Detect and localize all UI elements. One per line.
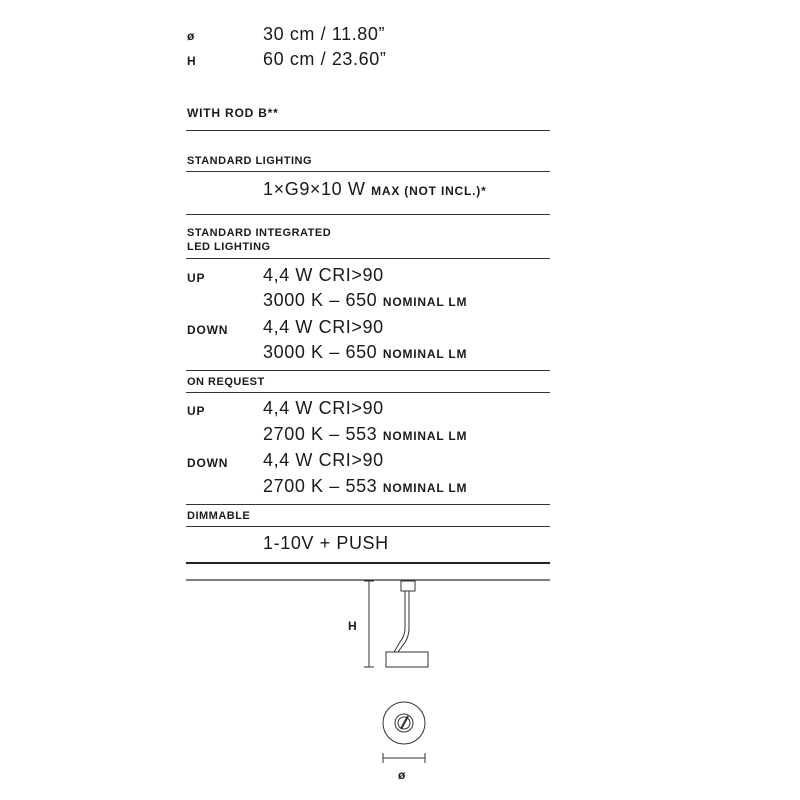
dimmable-value: 1-10V + PUSH bbox=[263, 533, 389, 553]
standard-lighting-heading: STANDARD LIGHTING bbox=[187, 155, 313, 167]
request-up-unit: NOMINAL LM bbox=[382, 429, 468, 443]
height-dimension bbox=[364, 581, 374, 667]
drawing-diameter-label: ø bbox=[398, 768, 407, 782]
led-up-unit: NOMINAL LM bbox=[382, 295, 468, 309]
standard-led-heading-line2: LED LIGHTING bbox=[187, 241, 271, 253]
request-up-temp: 2700 K – 553 bbox=[263, 424, 378, 444]
led-down-temp: 3000 K – 650 bbox=[263, 342, 378, 362]
diameter-value: 30 cm / 11.80” bbox=[263, 24, 386, 44]
lamp-body-shape bbox=[386, 652, 428, 667]
led-up-label: UP bbox=[187, 271, 206, 285]
request-down-line1: 4,4 W CRI>90 bbox=[263, 450, 384, 470]
standard-lighting-suffix: MAX (NOT INCL.)* bbox=[371, 184, 487, 198]
on-request-heading: ON REQUEST bbox=[187, 376, 265, 388]
diameter-dimension bbox=[383, 753, 425, 763]
top-view bbox=[383, 702, 425, 744]
led-up-line1: 4,4 W CRI>90 bbox=[263, 265, 384, 285]
rod-shape bbox=[394, 591, 409, 652]
led-down-label: DOWN bbox=[187, 323, 229, 337]
request-up-line1: 4,4 W CRI>90 bbox=[263, 398, 384, 418]
standard-led-heading-line1: STANDARD INTEGRATED bbox=[187, 227, 332, 239]
request-down-label: DOWN bbox=[187, 456, 229, 470]
request-up-label: UP bbox=[187, 404, 206, 418]
dimmable-heading: DIMMABLE bbox=[187, 510, 251, 522]
with-rod-heading: WITH ROD B** bbox=[187, 106, 279, 120]
request-down-unit: NOMINAL LM bbox=[382, 481, 468, 495]
request-down-temp: 2700 K – 553 bbox=[263, 476, 378, 496]
height-value: 60 cm / 23.60” bbox=[263, 49, 387, 69]
diameter-label: ø bbox=[187, 29, 196, 43]
height-label: H bbox=[187, 54, 197, 68]
led-down-line1: 4,4 W CRI>90 bbox=[263, 317, 384, 337]
led-down-unit: NOMINAL LM bbox=[382, 347, 468, 361]
standard-lighting-wattage: 1×G9×10 W bbox=[263, 179, 366, 199]
canopy-shape bbox=[401, 581, 415, 591]
led-up-temp: 3000 K – 650 bbox=[263, 290, 378, 310]
drawing-height-label: H bbox=[348, 619, 358, 633]
